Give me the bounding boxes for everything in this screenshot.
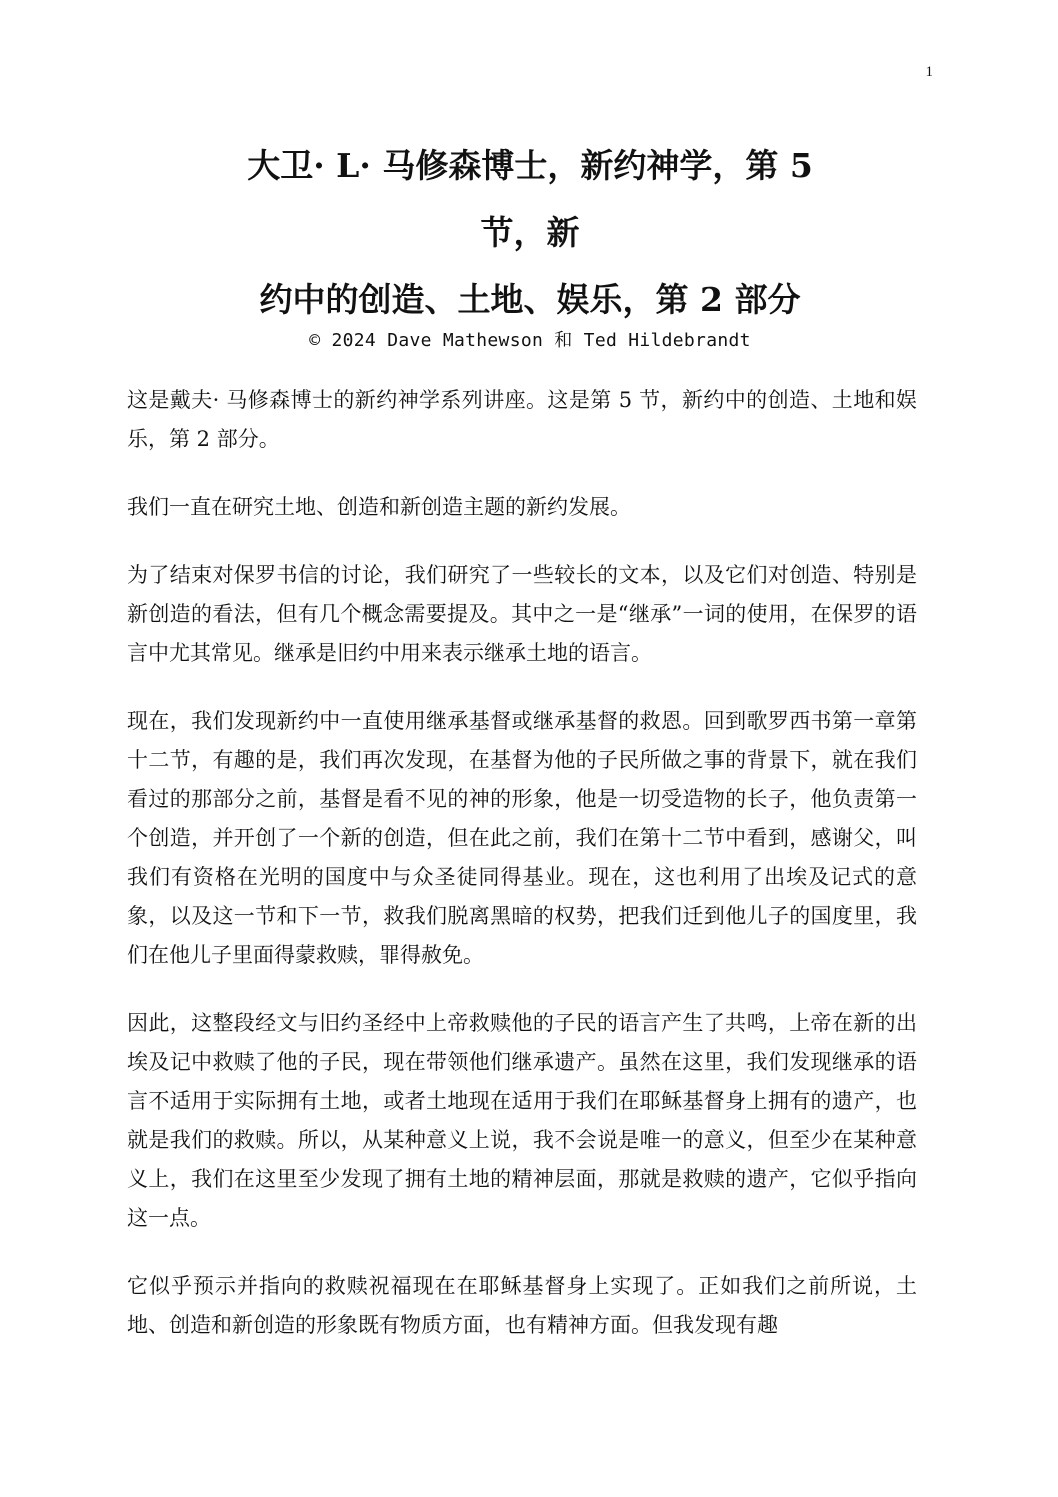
- title-line: 大卫· L· 马修森博士，新约神学，第 5: [247, 146, 813, 185]
- title-line: 节，新: [480, 213, 580, 252]
- document-title: [180, 138, 880, 339]
- copyright-line: © 2024 Dave Mathewson 和 Ted Hildebrandt: [309, 330, 751, 351]
- paragraph: 它似乎预示并指向的救赎祝福现在在耶稣基督身上实现了。正如我们之前所说，土地、创造和新创造的形象既有物质方面，也有精神方面。但我发现有趣: [127, 1274, 917, 1337]
- paragraph: 这是戴夫· 马修森博士的新约神学系列讲座。这是第 5 节，新约中的创造、土地和娱乐，第 2 部分。: [127, 388, 917, 451]
- paragraph: 为了结束对保罗书信的讨论，我们研究了一些较长的文本，以及它们对创造、特别是新创造的看法，但有几个概念需要提及。其中之一是“继承”一词的使用，在保罗的语言中尤其常见。继承是旧约中用来表示继承土地的语言。: [127, 563, 917, 665]
- paragraph: 因此，这整段经文与旧约圣经中上帝救赎他的子民的语言产生了共鸣，上帝在新的出埃及记中救赎了他的子民，现在带领他们继承遗产。虽然在这里，我们发现继承的语言不适用于实际拥有土地，或者土地现在适用于我们在耶稣基督身上拥有的遗产，也就是我们的救赎。所以，从某种意义上说，我不会说是唯一的意义，但至少在某种意义上，我们在这里至少发现了拥有土地的精神层面，那就是救赎的遗产，它似乎指向这一点。: [127, 1011, 917, 1230]
- page-number: 1: [925, 64, 933, 80]
- document-body: [127, 381, 917, 1374]
- title-line: 约中的创造、土地、娱乐，第 2 部分: [259, 280, 801, 319]
- paragraph: 现在，我们发现新约中一直使用继承基督或继承基督的救恩。回到歌罗西书第一章第十二节，有趣的是，我们再次发现，在基督为他的子民所做之事的背景下，就在我们看过的那部分之前，基督是看不见的神的形象，他是一切受造物的长子，他负责第一个创造，并开创了一个新的创造，但在此之前，我们在第十二节中看到，感谢父，叫我们有资格在光明的国度中与众圣徒同得基业。现在，这也利用了出埃及记式的意象，以及这一节和下一节，救我们脱离黑暗的权势，把我们迁到他儿子的国度里，我们在他儿子里面得蒙救赎，罪得赦免。: [127, 709, 917, 967]
- paragraph: 我们一直在研究土地、创造和新创造主题的新约发展。: [127, 495, 631, 519]
